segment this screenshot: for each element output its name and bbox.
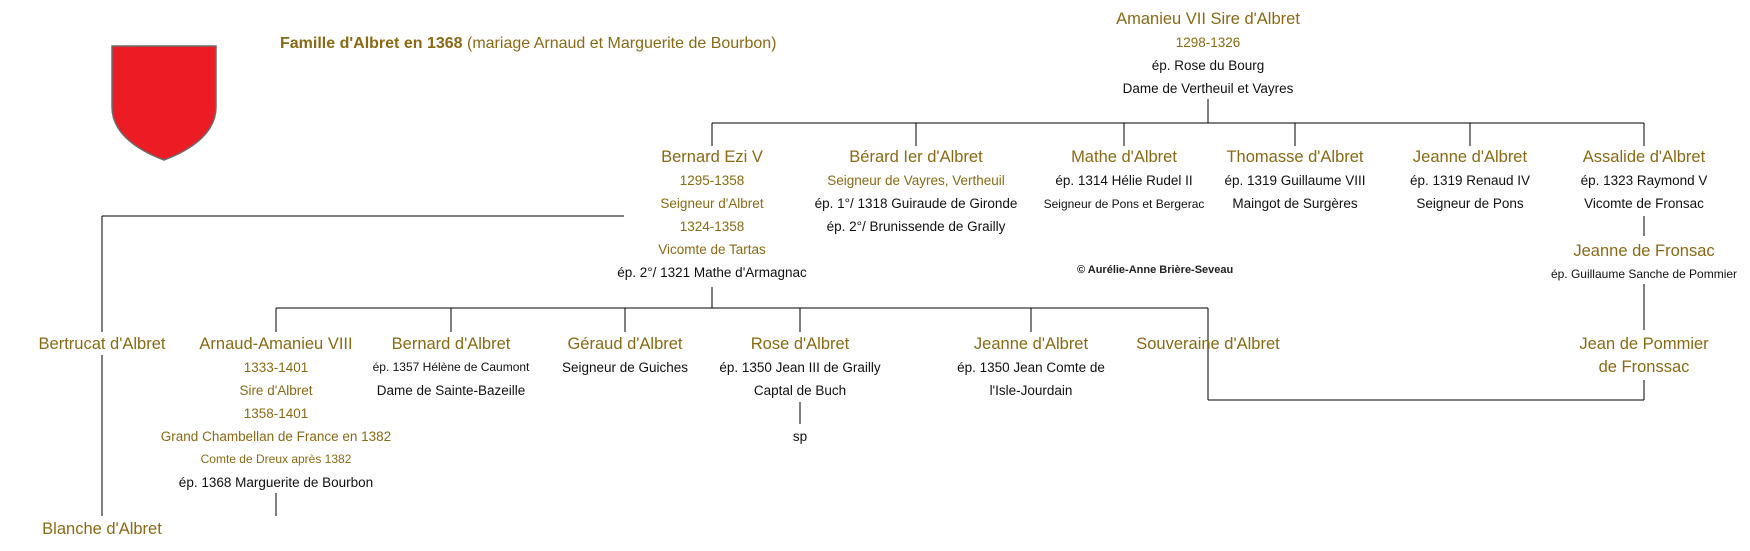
berard-name: Bérard Ier d'Albret (849, 148, 983, 166)
jeanne-spouse: ép. 1319 Renaud IV (1409, 173, 1531, 188)
bernard-spouse: ép. 1357 Hélène de Caumont (372, 360, 530, 374)
assalide-spouse-title: Vicomte de Fronsac (1584, 196, 1704, 211)
arnaud-title2: Grand Chambellan de France en 1382 (160, 429, 392, 444)
bernard-ezi-title-dates: 1324-1358 (679, 219, 745, 234)
ancestor-dates: 1298-1326 (1175, 35, 1241, 50)
thomasse-spouse-title: Maingot de Surgères (1232, 196, 1358, 211)
berard-spouse1: ép. 1°/ 1318 Guiraude de Gironde (814, 196, 1018, 211)
berard-title: Seigneur de Vayres, Vertheuil (827, 173, 1005, 188)
jean-pommier-name-line2: de Fronssac (1598, 358, 1690, 376)
bernard-ezi-title2: Vicomte de Tartas (658, 242, 766, 257)
thomasse-spouse: ép. 1319 Guillaume VIII (1224, 173, 1366, 188)
ancestor-spouse: ép. Rose du Bourg (1151, 58, 1265, 73)
jeanne-name: Jeanne d'Albret (1412, 148, 1528, 166)
mathe-spouse: ép. 1314 Hélie Rudel II (1055, 173, 1193, 188)
chart-title-main: Famille d'Albret en 1368 (280, 35, 463, 52)
jeanne-spouse-title: Seigneur de Pons (1416, 196, 1524, 211)
assalide-name: Assalide d'Albret (1582, 148, 1706, 166)
arnaud-title-dates: 1358-1401 (243, 406, 309, 421)
berard-spouse2: ép. 2°/ Brunissende de Grailly (826, 219, 1006, 234)
ancestor-spouse-title: Dame de Vertheuil et Vayres (1122, 81, 1294, 96)
jeanne2-spouse-title: l'Isle-Jourdain (989, 383, 1073, 398)
geraud-name: Géraud d'Albret (567, 335, 683, 353)
souveraine-name: Souveraine d'Albret (1136, 335, 1280, 353)
jeanne2-name: Jeanne d'Albret (973, 335, 1089, 353)
arnaud-name: Arnaud-Amanieu VIII (199, 335, 353, 353)
blanche-name: Blanche d'Albret (42, 520, 162, 538)
arnaud-spouse: ép. 1368 Marguerite de Bourbon (178, 475, 374, 490)
jeanne2-spouse: ép. 1350 Jean Comte de (957, 360, 1105, 375)
assalide-spouse: ép. 1323 Raymond V (1580, 173, 1708, 188)
chart-title (280, 36, 777, 52)
bertrucat-name: Bertrucat d'Albret (38, 335, 166, 353)
rose-name: Rose d'Albret (750, 335, 850, 353)
bernard-ezi-dates: 1295-1358 (679, 173, 745, 188)
rose-spouse: ép. 1350 Jean III de Grailly (719, 360, 881, 375)
thomasse-name: Thomasse d'Albret (1226, 148, 1364, 166)
rose-spouse-title: Captal de Buch (753, 383, 847, 398)
bernard-ezi-name: Bernard Ezi V (661, 148, 763, 166)
geraud-title: Seigneur de Guiches (561, 360, 689, 375)
jean-pommier-name-line1: Jean de Pommier (1579, 335, 1709, 353)
bernard-ezi-title: Seigneur d'Albret (660, 196, 764, 211)
jeanne-fronsac-spouse: ép. Guillaume Sanche de Pommier (1550, 267, 1738, 281)
mathe-spouse-title: Seigneur de Pons et Bergerac (1043, 197, 1205, 211)
rose-issue: sp (792, 429, 808, 444)
jeanne-fronsac-name: Jeanne de Fronsac (1573, 242, 1715, 260)
arnaud-title3: Comte de Dreux après 1382 (200, 452, 352, 466)
bernard-name: Bernard d'Albret (391, 335, 511, 353)
arnaud-dates: 1333-1401 (243, 360, 309, 375)
bernard-spouse-title: Dame de Sainte-Bazeille (376, 383, 526, 398)
mathe-name: Mathe d'Albret (1071, 148, 1177, 166)
albret-shield-icon (111, 45, 217, 161)
bernard-ezi-spouse: ép. 2°/ 1321 Mathe d'Armagnac (617, 265, 807, 280)
copyright-notice: © Aurélie-Anne Brière-Seveau (1077, 264, 1234, 276)
chart-title-subtitle: (mariage Arnaud et Marguerite de Bourbon) (467, 35, 777, 52)
ancestor-name: Amanieu VII Sire d'Albret (1116, 10, 1300, 28)
arnaud-title: Sire d'Albret (239, 383, 313, 398)
